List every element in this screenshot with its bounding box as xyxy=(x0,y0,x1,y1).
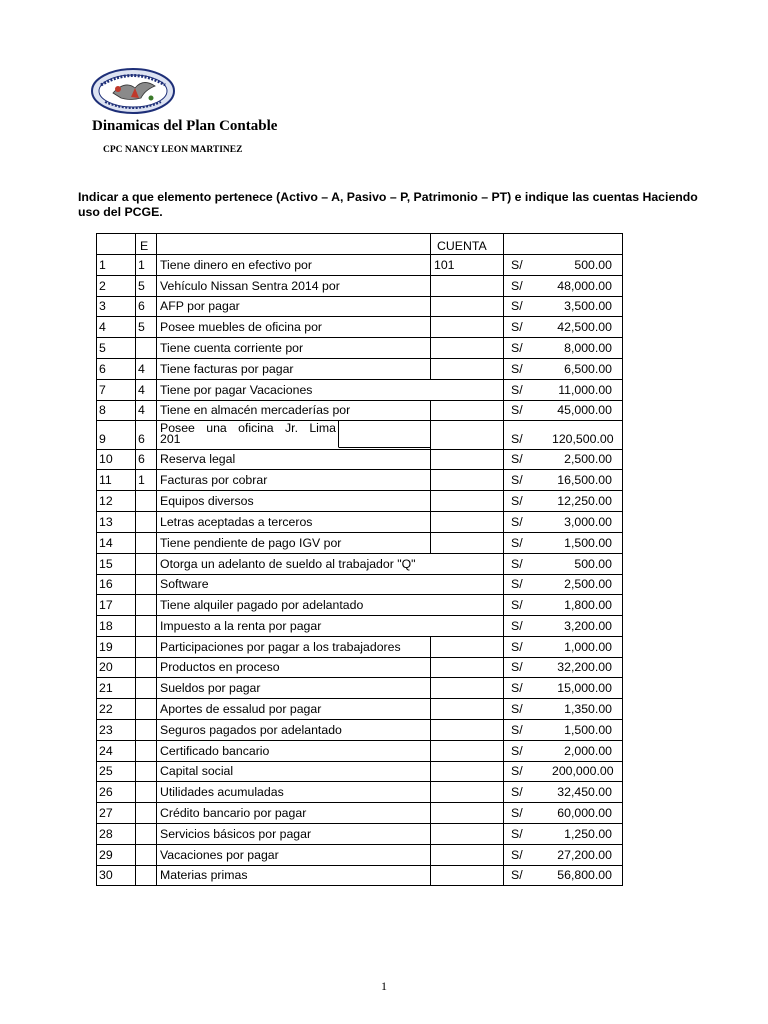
row-amount: 56,800.00 xyxy=(557,868,612,882)
row-element: 5 xyxy=(138,279,145,293)
row-description: Tiene pendiente de pago IGV por xyxy=(160,536,342,550)
row-element: 4 xyxy=(138,362,145,376)
row-amount: 32,450.00 xyxy=(557,785,612,799)
row-description: Vehículo Nissan Sentra 2014 por xyxy=(160,279,340,293)
row-number: 28 xyxy=(99,827,113,841)
row-description: Participaciones por pagar a los trabajadores xyxy=(160,640,401,654)
row-number: 20 xyxy=(99,660,113,674)
row-number: 1 xyxy=(99,258,106,272)
row-currency: S/ xyxy=(511,299,523,313)
row-currency: S/ xyxy=(511,362,523,376)
row-description: Letras aceptadas a terceros xyxy=(160,515,313,529)
row-currency: S/ xyxy=(511,744,523,758)
row-amount: 6,500.00 xyxy=(564,362,612,376)
row-number: 9 xyxy=(99,432,106,446)
row-amount: 2,500.00 xyxy=(564,452,612,466)
row-currency: S/ xyxy=(511,785,523,799)
row-amount: 45,000.00 xyxy=(557,403,612,417)
row-description: Seguros pagados por adelantado xyxy=(160,723,342,737)
row-amount: 2,000.00 xyxy=(564,744,612,758)
row-description: Posee muebles de oficina por xyxy=(160,320,323,334)
row-description-line2: 201 xyxy=(160,432,181,446)
row-description: Capital social xyxy=(160,764,234,778)
row-description: Equipos diversos xyxy=(160,494,254,508)
row-currency: S/ xyxy=(511,660,523,674)
row-amount: 120,500.00 xyxy=(552,432,614,446)
page-number: 1 xyxy=(381,979,387,993)
row-amount: 48,000.00 xyxy=(557,279,612,293)
instructions-text: Indicar a que elemento pertenece (Activo – A, Pasivo – P, Patrimonio – PT) e indique las cuentas Haciendo uso del PCGE. xyxy=(78,190,698,219)
row-number: 16 xyxy=(99,577,113,591)
accounts-table xyxy=(96,233,623,885)
row-description: Posee una oficina Jr. Lima xyxy=(160,421,336,435)
row-amount: 200,000.00 xyxy=(552,764,614,778)
row-number: 2 xyxy=(99,279,106,293)
row-amount: 3,500.00 xyxy=(564,299,612,313)
row-currency: S/ xyxy=(511,681,523,695)
row-number: 10 xyxy=(99,452,113,466)
row-description: Tiene en almacén mercaderías por xyxy=(160,403,351,417)
row-currency: S/ xyxy=(511,383,523,397)
row-description: Otorga un adelanto de sueldo al trabajador "Q" xyxy=(160,557,416,571)
row-element: 6 xyxy=(138,452,145,466)
row-currency: S/ xyxy=(511,494,523,508)
row-amount: 500.00 xyxy=(574,557,612,571)
row-amount: 11,000.00 xyxy=(558,383,612,397)
header-elemento: E xyxy=(140,239,149,253)
row-amount: 15,000.00 xyxy=(557,681,612,695)
row-currency: S/ xyxy=(511,640,523,654)
row-amount: 42,500.00 xyxy=(557,320,612,334)
row-description: Productos en proceso xyxy=(160,660,280,674)
row-currency: S/ xyxy=(511,619,523,633)
document-title: Dinamicas del Plan Contable xyxy=(92,118,278,134)
row-element: 4 xyxy=(138,403,145,417)
row-amount: 3,000.00 xyxy=(564,515,612,529)
row-currency: S/ xyxy=(511,557,523,571)
header-cuenta: CUENTA xyxy=(437,239,487,253)
row-currency: S/ xyxy=(511,320,523,334)
row-number: 11 xyxy=(99,473,112,487)
row-currency: S/ xyxy=(511,403,523,417)
row-number: 5 xyxy=(99,341,106,355)
row-description: Software xyxy=(160,577,209,591)
row-element: 6 xyxy=(138,432,145,446)
row-amount: 3,200.00 xyxy=(564,619,612,633)
row-number: 18 xyxy=(99,619,113,633)
row-description: Certificado bancario xyxy=(160,744,270,758)
row-number: 6 xyxy=(99,362,106,376)
row-currency: S/ xyxy=(511,258,523,272)
row-description: Tiene facturas por pagar xyxy=(160,362,294,376)
row-amount: 500.00 xyxy=(574,258,612,272)
row-number: 3 xyxy=(99,299,106,313)
row-currency: S/ xyxy=(511,473,523,487)
row-account: 101 xyxy=(434,258,455,272)
row-element: 1 xyxy=(138,473,145,487)
row-description: Crédito bancario por pagar xyxy=(160,806,307,820)
row-number: 23 xyxy=(99,723,113,737)
row-description: AFP por pagar xyxy=(160,299,240,313)
row-currency: S/ xyxy=(511,452,523,466)
row-description: Facturas por cobrar xyxy=(160,473,268,487)
row-description: Impuesto a la renta por pagar xyxy=(160,619,322,633)
row-amount: 27,200.00 xyxy=(557,848,612,862)
row-number: 8 xyxy=(99,403,106,417)
row-number: 21 xyxy=(99,681,113,695)
row-description: Aportes de essalud por pagar xyxy=(160,702,322,716)
row-currency: S/ xyxy=(511,515,523,529)
row-amount: 1,800.00 xyxy=(564,598,612,612)
row-amount: 60,000.00 xyxy=(557,806,612,820)
row-description: Sueldos por pagar xyxy=(160,681,261,695)
row-currency: S/ xyxy=(511,702,523,716)
row-number: 26 xyxy=(99,785,113,799)
row-amount: 1,250.00 xyxy=(564,827,612,841)
row-currency: S/ xyxy=(511,341,523,355)
row-currency: S/ xyxy=(511,536,523,550)
row-amount: 12,250.00 xyxy=(557,494,612,508)
row-number: 24 xyxy=(99,744,113,758)
row-currency: S/ xyxy=(511,848,523,862)
row-amount: 1,000.00 xyxy=(564,640,612,654)
row-description: Vacaciones por pagar xyxy=(160,848,279,862)
row-amount: 8,000.00 xyxy=(564,341,612,355)
row-number: 13 xyxy=(99,515,113,529)
row-description: Materias primas xyxy=(160,868,248,882)
row-amount: 1,500.00 xyxy=(564,723,612,737)
row-currency: S/ xyxy=(511,806,523,820)
row-currency: S/ xyxy=(511,279,523,293)
row-element: 4 xyxy=(138,383,145,397)
author-name: CPC NANCY LEON MARTINEZ xyxy=(103,145,243,155)
row-number: 12 xyxy=(99,494,113,508)
row-description: Tiene por pagar Vacaciones xyxy=(160,383,313,397)
row-amount: 1,350.00 xyxy=(564,702,612,716)
row-number: 7 xyxy=(99,383,106,397)
row-number: 14 xyxy=(99,536,113,550)
row-description: Utilidades acumuladas xyxy=(160,785,284,799)
row-element: 1 xyxy=(138,258,145,272)
row-currency: S/ xyxy=(511,868,523,882)
row-currency: S/ xyxy=(511,827,523,841)
row-number: 19 xyxy=(99,640,113,654)
row-amount: 32,200.00 xyxy=(557,660,612,674)
row-description: Tiene alquiler pagado por adelantado xyxy=(160,598,364,612)
row-number: 25 xyxy=(99,764,113,778)
row-number: 17 xyxy=(99,598,113,612)
row-description: Servicios básicos por pagar xyxy=(160,827,312,841)
row-currency: S/ xyxy=(511,764,523,778)
row-number: 30 xyxy=(99,868,113,882)
row-currency: S/ xyxy=(511,723,523,737)
row-currency: S/ xyxy=(511,432,523,446)
row-description: Reserva legal xyxy=(160,452,236,466)
row-number: 22 xyxy=(99,702,113,716)
institution-seal-logo xyxy=(91,68,175,114)
row-currency: S/ xyxy=(511,577,523,591)
row-amount: 2,500.00 xyxy=(564,577,612,591)
row-amount: 1,500.00 xyxy=(564,536,612,550)
row-currency: S/ xyxy=(511,598,523,612)
row-element: 5 xyxy=(138,320,145,334)
row-description: Tiene cuenta corriente por xyxy=(160,341,304,355)
row-amount: 16,500.00 xyxy=(557,473,612,487)
row-description: Tiene dinero en efectivo por xyxy=(160,258,312,272)
row-number: 27 xyxy=(99,806,113,820)
row-number: 4 xyxy=(99,320,106,334)
row-element: 6 xyxy=(138,299,145,313)
row-number: 29 xyxy=(99,848,113,862)
row-number: 15 xyxy=(99,557,113,571)
